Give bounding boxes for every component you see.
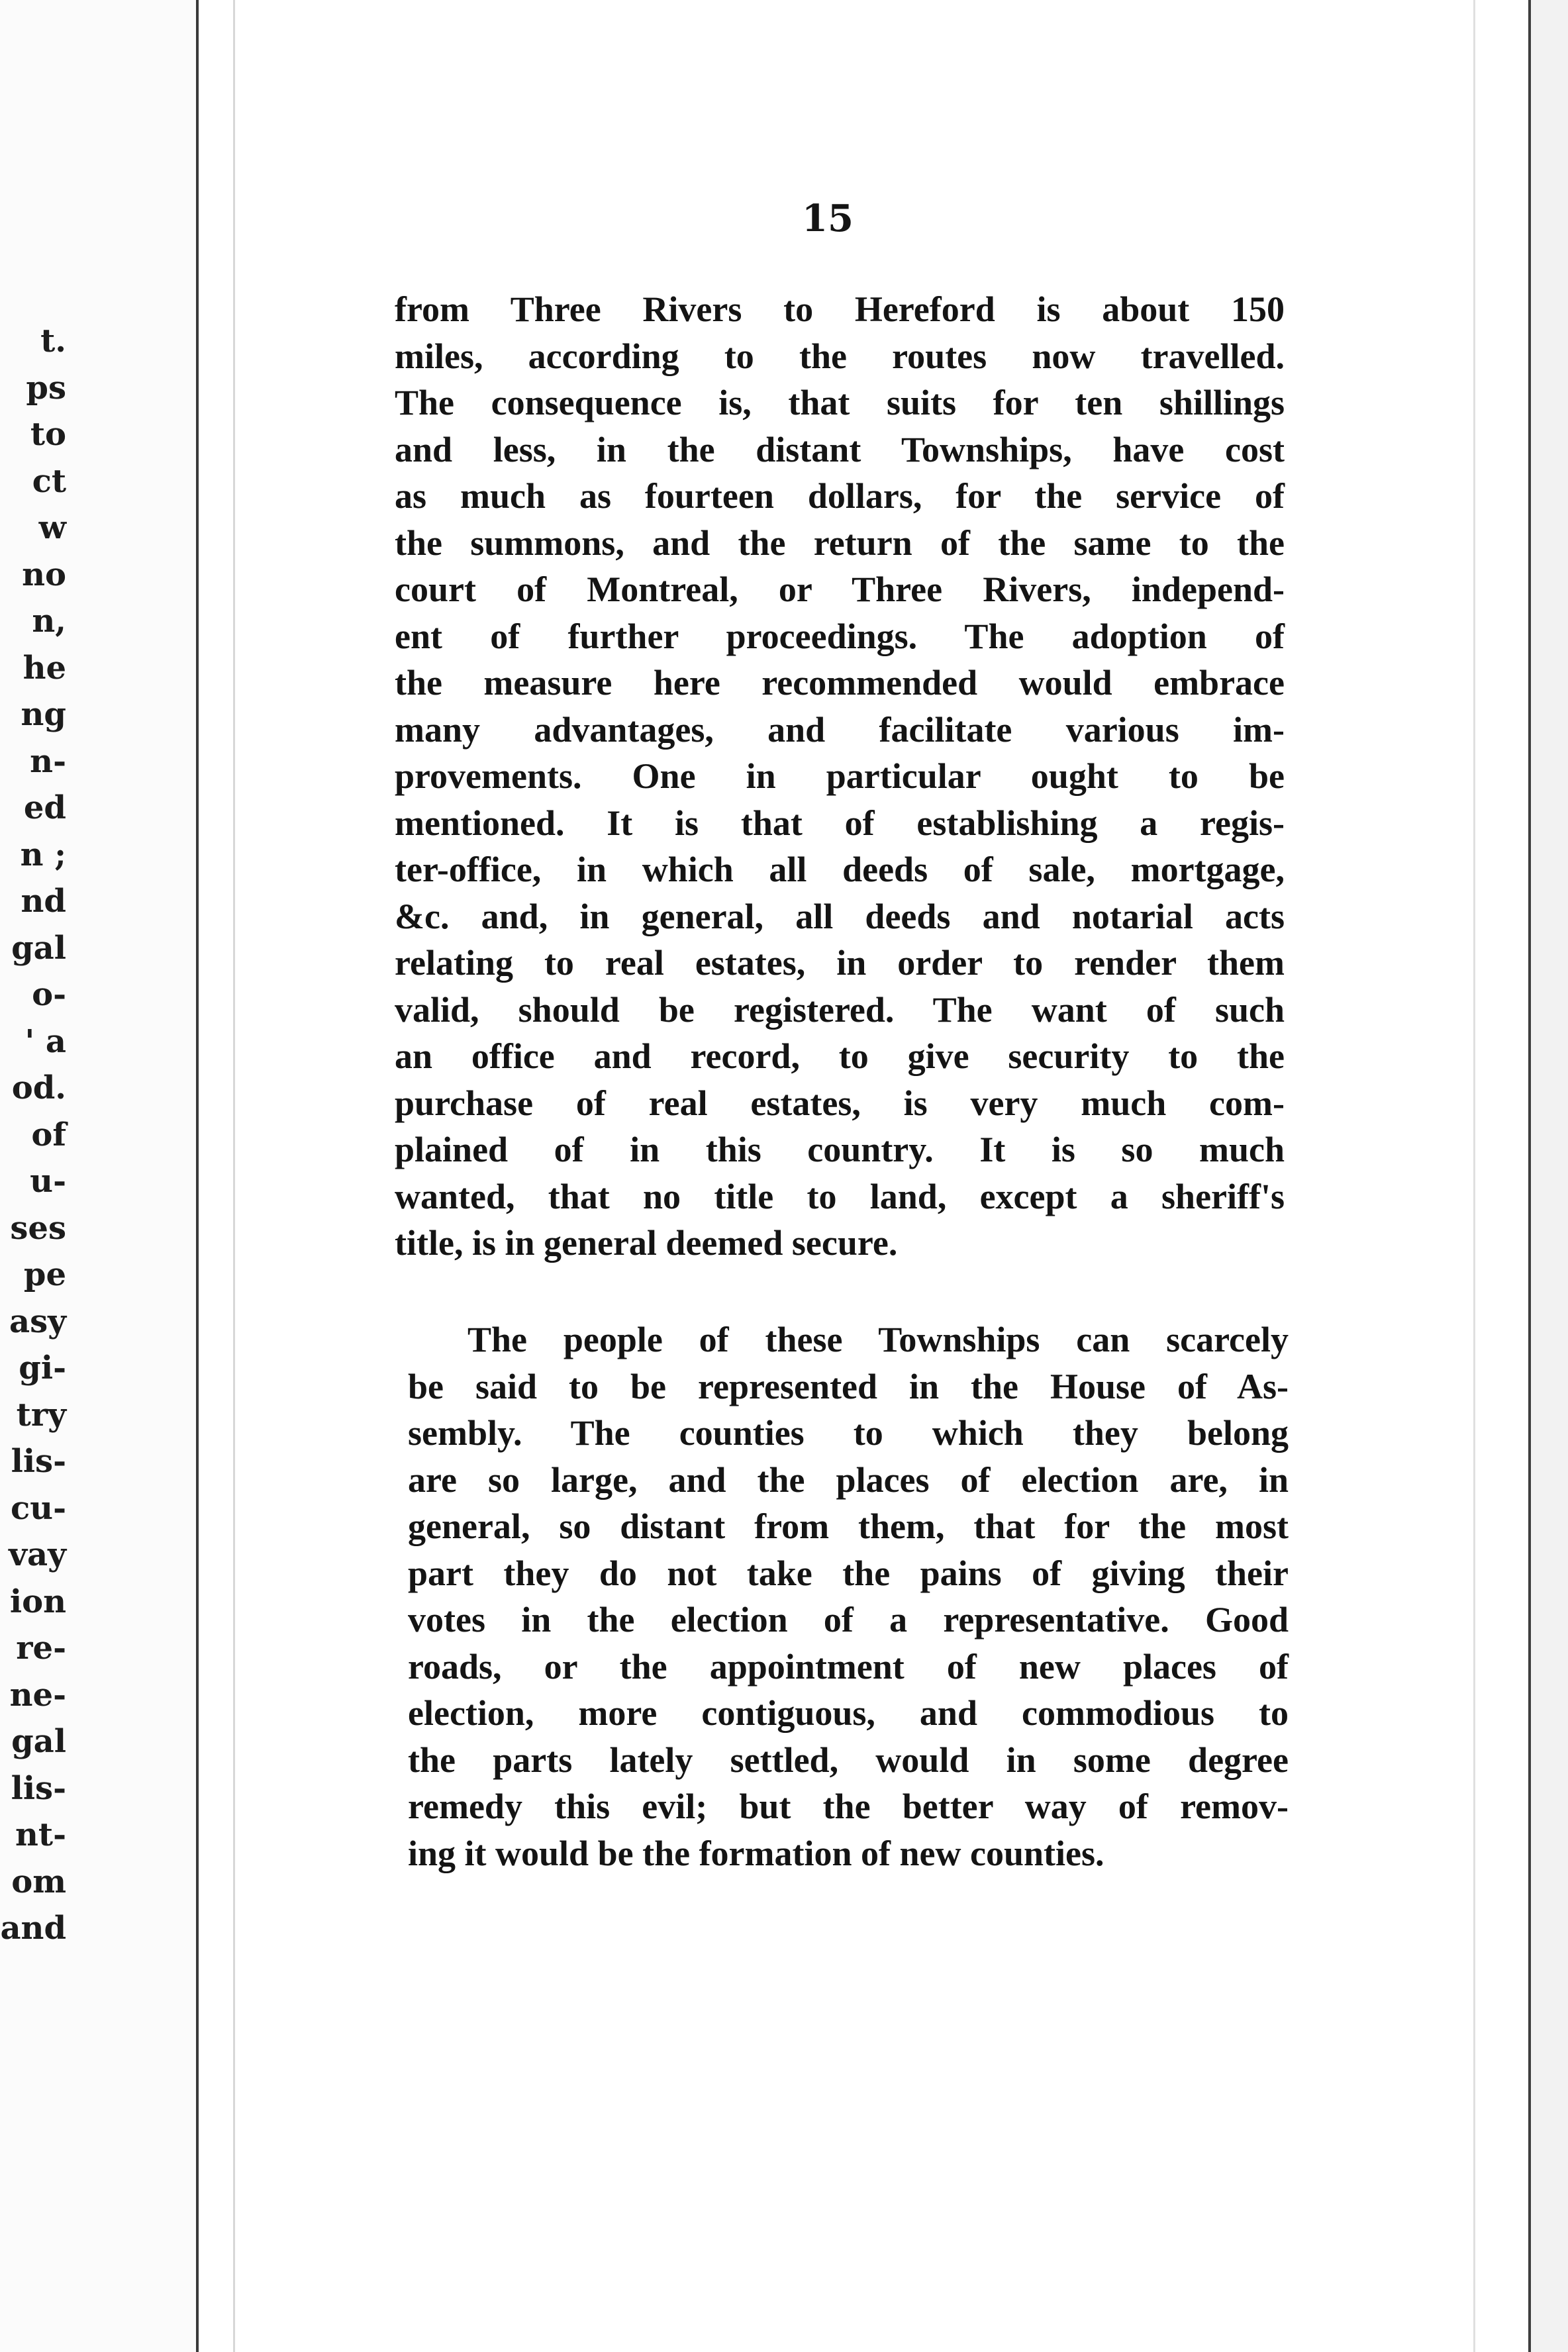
text-line: remedy this evil; but the better way of remov- [408, 1787, 1289, 1826]
text-line: be said to be represented in the House of As- [408, 1366, 1289, 1406]
facing-fragment: o- [32, 976, 66, 1013]
facing-fragment: try [16, 1396, 66, 1434]
text-line: court of Montreal, or Three Rivers, independ- [395, 569, 1285, 609]
text-line: votes in the election of a representative. Good [408, 1600, 1289, 1640]
facing-fragment: n, [32, 603, 66, 640]
text-line: roads, or the appointment of new places of [408, 1646, 1289, 1687]
facing-fragment: pe [23, 1256, 66, 1293]
facing-fragment: and [0, 1910, 66, 1947]
facing-fragment: ng [21, 696, 66, 733]
facing-fragment: ne- [9, 1676, 66, 1714]
facing-fragment: no [22, 556, 66, 593]
facing-fragment: cu- [10, 1489, 66, 1527]
facing-fragment: ion [9, 1583, 66, 1620]
text-line: title, is in general deemed secure. [395, 1223, 898, 1263]
text-line: general, so distant from them, that for the most [408, 1506, 1289, 1546]
facing-fragment: asy [9, 1302, 66, 1340]
text-line: miles, according to the routes now travelled. [395, 336, 1285, 376]
page-number: 15 [802, 197, 854, 240]
paragraph-1 [395, 286, 1285, 1267]
binding-edge-left [196, 0, 199, 2352]
binding-edge-right [1528, 0, 1531, 2352]
facing-fragment: ps [26, 369, 66, 407]
text-line: purchase of real estates, is very much com- [395, 1083, 1285, 1123]
text-line: part they do not take the pains of giving their [408, 1553, 1289, 1593]
text-line: the measure here recommended would embrace [395, 663, 1285, 703]
text-line: sembly. The counties to which they belong [408, 1413, 1289, 1453]
facing-fragment: of [31, 1116, 66, 1153]
facing-fragment: he [23, 649, 66, 687]
text-line: provements. One in particular ought to be [395, 756, 1285, 796]
text-line: the parts lately settled, would in some degree [408, 1740, 1289, 1780]
facing-fragment: ed [23, 789, 66, 826]
text-line: election, more contiguous, and commodious to [408, 1693, 1289, 1733]
text-line: ter-office, in which all deeds of sale, mortgage, [395, 850, 1285, 889]
text-line: an office and record, to give security to the [395, 1036, 1285, 1076]
facing-fragment: t. [40, 322, 66, 360]
text-line: The consequence is, that suits for ten shillings [395, 383, 1285, 422]
text-line: wanted, that no title to land, except a sheriff's [395, 1176, 1285, 1216]
text-line: from Three Rivers to Hereford is about 150 [395, 289, 1285, 329]
facing-fragment: ses [10, 1209, 66, 1247]
facing-fragment: gal [11, 929, 66, 967]
facing-fragment: gal [11, 1723, 66, 1760]
text-line: the summons, and the return of the same to the [395, 522, 1285, 563]
text-line: are so large, and the places of election are, in [408, 1459, 1289, 1500]
page-edge-left [233, 0, 235, 2352]
facing-fragment: w [38, 509, 66, 546]
page-edge-right [1473, 0, 1475, 2352]
facing-fragment: nd [21, 883, 66, 920]
facing-fragment: vay [9, 1536, 66, 1573]
text-line: and less, in the distant Townships, have cost [395, 429, 1285, 469]
text-line: plained of in this country. It is so much [395, 1130, 1285, 1169]
text-line: valid, should be registered. The want of such [395, 989, 1285, 1030]
facing-fragment: om [11, 1863, 66, 1900]
facing-fragment: ' a [24, 1022, 66, 1060]
text-line: ing it would be the formation of new counties. [408, 1833, 1104, 1873]
facing-fragment: re- [16, 1630, 66, 1667]
facing-fragment: lis- [11, 1769, 66, 1807]
facing-fragment: n- [30, 742, 66, 780]
text-line: many advantages, and facilitate various im- [395, 709, 1285, 750]
text-line: The people of these Townships can scarcely [467, 1320, 1289, 1359]
facing-page-text [0, 318, 66, 1952]
text-line: ent of further proceedings. The adoption of [395, 616, 1285, 656]
facing-fragment: gi- [19, 1349, 66, 1387]
facing-fragment: od. [11, 1069, 66, 1106]
facing-fragment: to [30, 416, 66, 453]
facing-fragment: nt- [15, 1816, 66, 1853]
text-line: as much as fourteen dollars, for the service of [395, 476, 1285, 516]
facing-fragment: n ; [20, 836, 66, 873]
facing-fragment: lis- [11, 1443, 66, 1480]
facing-fragment: u- [30, 1163, 66, 1200]
text-line: &c. and, in general, all deeds and notarial acts [395, 896, 1285, 936]
text-line: relating to real estates, in order to render them [395, 943, 1285, 983]
paragraph-2 [408, 1316, 1289, 1877]
text-line: mentioned. It is that of establishing a regis- [395, 803, 1285, 843]
facing-fragment: ct [32, 462, 66, 500]
right-margin [1528, 0, 1568, 2352]
